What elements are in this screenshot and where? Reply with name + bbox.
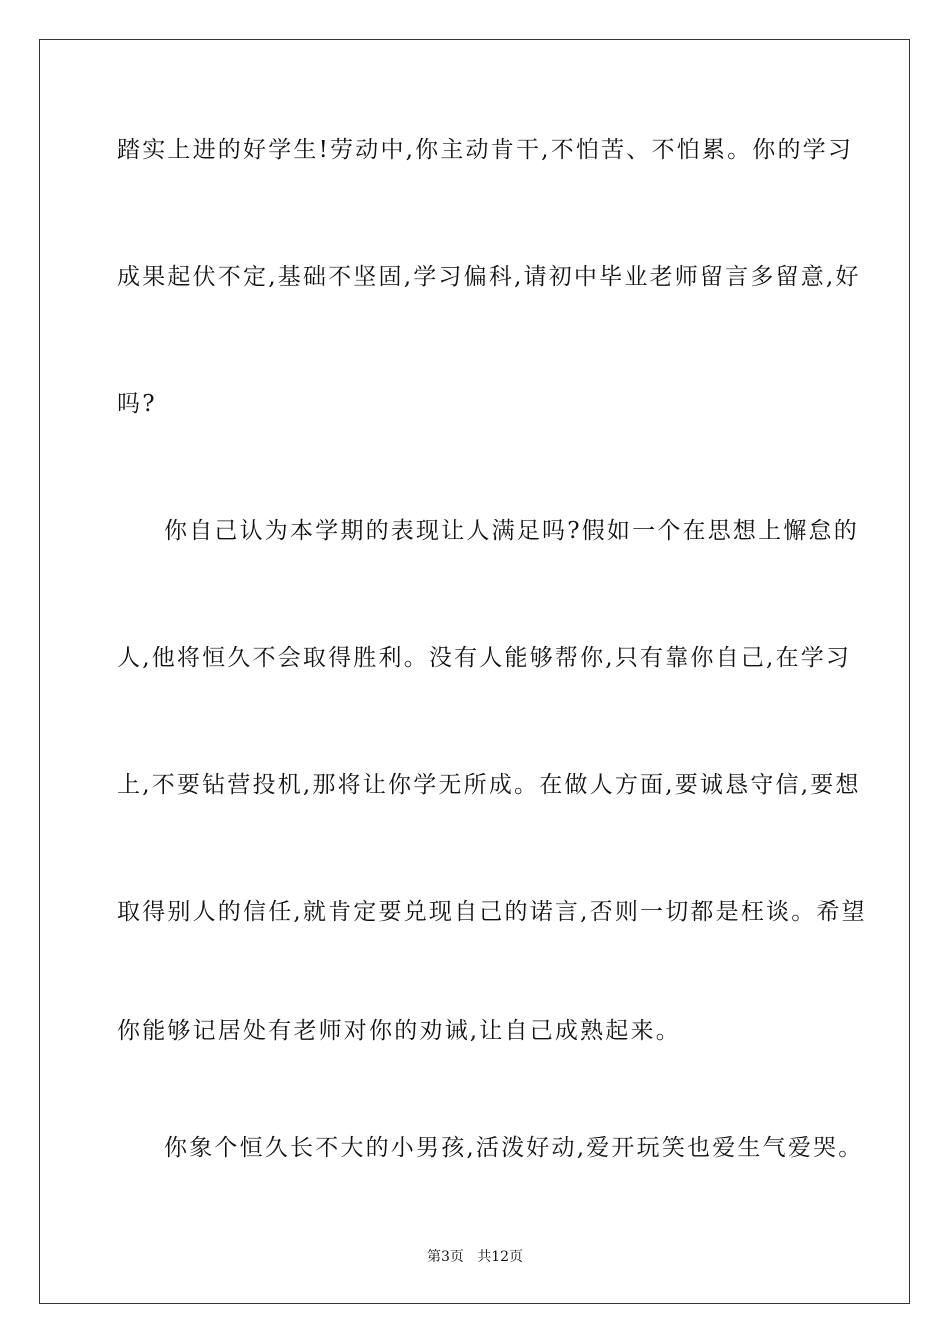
paragraph-first-line: 你自己认为本学期的表现让人满足吗?假如一个在思想上懈怠的 xyxy=(164,518,859,544)
text-line: 成果起伏不定,基础不坚固,学习偏科,请初中毕业老师留言多留意,好 xyxy=(117,264,861,290)
text-line: 人,他将恒久不会取得胜利。没有人能够帮你,只有靠你自己,在学习 xyxy=(117,645,852,671)
text-line: 踏实上进的好学生!劳动中,你主动肯干,不怕苦、不怕累。你的学习 xyxy=(117,137,854,163)
text-line: 吗? xyxy=(117,391,157,417)
text-line: 你能够记居处有老师对你的劝诫,让自己成熟起来。 xyxy=(117,1018,681,1044)
paragraph-first-line: 你象个恒久长不大的小男孩,活泼好动,爱开玩笑也爱生气爱哭。 xyxy=(164,1135,864,1161)
text-line: 取得别人的信任,就肯定要兑现自己的诺言,否则一切都是枉谈。希望 xyxy=(117,899,867,925)
text-line: 上,不要钻营投机,那将让你学无所成。在做人方面,要诚恳守信,要想 xyxy=(117,772,861,798)
page-number-footer: 第3页 共12页 xyxy=(426,1249,524,1265)
